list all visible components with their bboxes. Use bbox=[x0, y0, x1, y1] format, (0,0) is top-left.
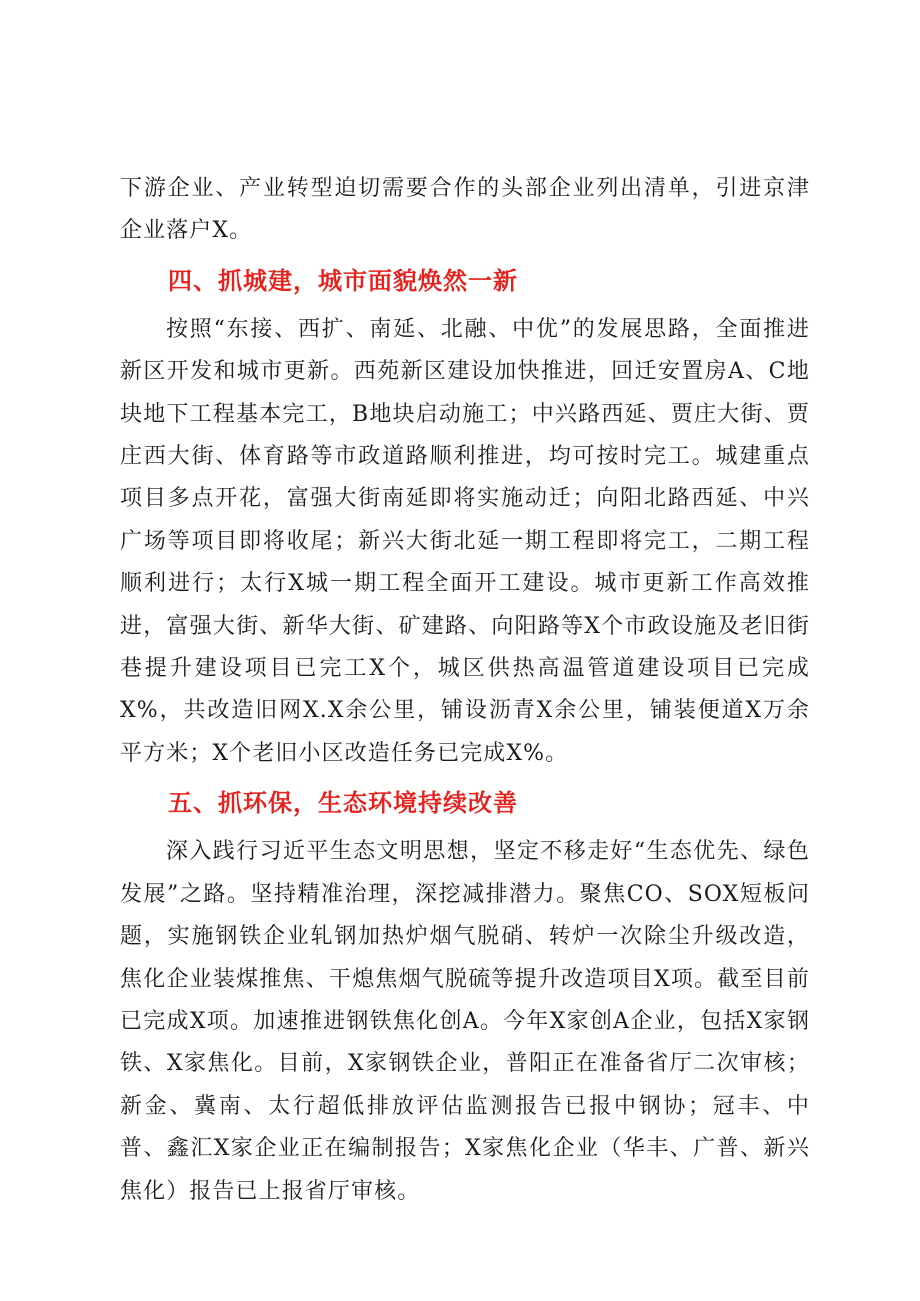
paragraph-environment: 深入践行习近平生态文明思想，坚定不移走好“生态优先、绿色发展”之路。坚持精准治理，深挖减排潜力。聚焦CO、SOX短板问题，实施钢铁企业轧钢加热炉烟气脱硝、转炉一次除尘升级改造，焦化企业装煤推焦、干熄焦烟气脱硫等提升改造项目X项。截至目前已完成X项。加速推进钢铁焦化创A。今年X家创A企业，包括X家钢铁、X家焦化。目前，X家钢铁企业，普阳正在准备省厅二次审核；新金、冀南、太行超低排放评估监测报告已报中钢协；冠丰、中普、鑫汇X家企业正在编制报告；X家焦化企业（华丰、广普、新兴焦化）报告已上报省厅审核。 bbox=[120, 839, 810, 1204]
section-heading-urban-construction: 四、抓城建，城市面貌焕然一新 bbox=[168, 266, 518, 295]
document-page bbox=[120, 168, 810, 1213]
section-heading-environment: 五、抓环保，生态环境持续改善 bbox=[168, 789, 518, 818]
paragraph-urban-construction: 按照“东接、西扩、南延、北融、中优”的发展思路，全面推进新区开发和城市更新。西苑新区建设加快推进，回迁安置房A、C地块地下工程基本完工，B地块启动施工；中兴路西延、贾庄大街、贾庄西大街、体育路等市政道路顺利推进，均可按时完工。城建重点项目多点开花，富强大街南延即将实施动迁；向阳北路西延、中兴广场等项目即将收尾；新兴大街北延一期工程即将完工，二期工程顺利进行；太行X城一期工程全面开工建设。城市更新工作高效推进，富强大街、新华大街、矿建路、向阳路等X个市政设施及老旧街巷提升建设项目已完工X个，城区供热高温管道建设项目已完成X%，共改造旧网X.X余公里，铺设沥青X余公里，铺装便道X万余平方米；X个老旧小区改造任务已完成X%。 bbox=[120, 316, 810, 766]
paragraph-continued: 下游企业、产业转型迫切需要合作的头部企业列出清单，引进京津企业落户X。 bbox=[120, 176, 810, 244]
